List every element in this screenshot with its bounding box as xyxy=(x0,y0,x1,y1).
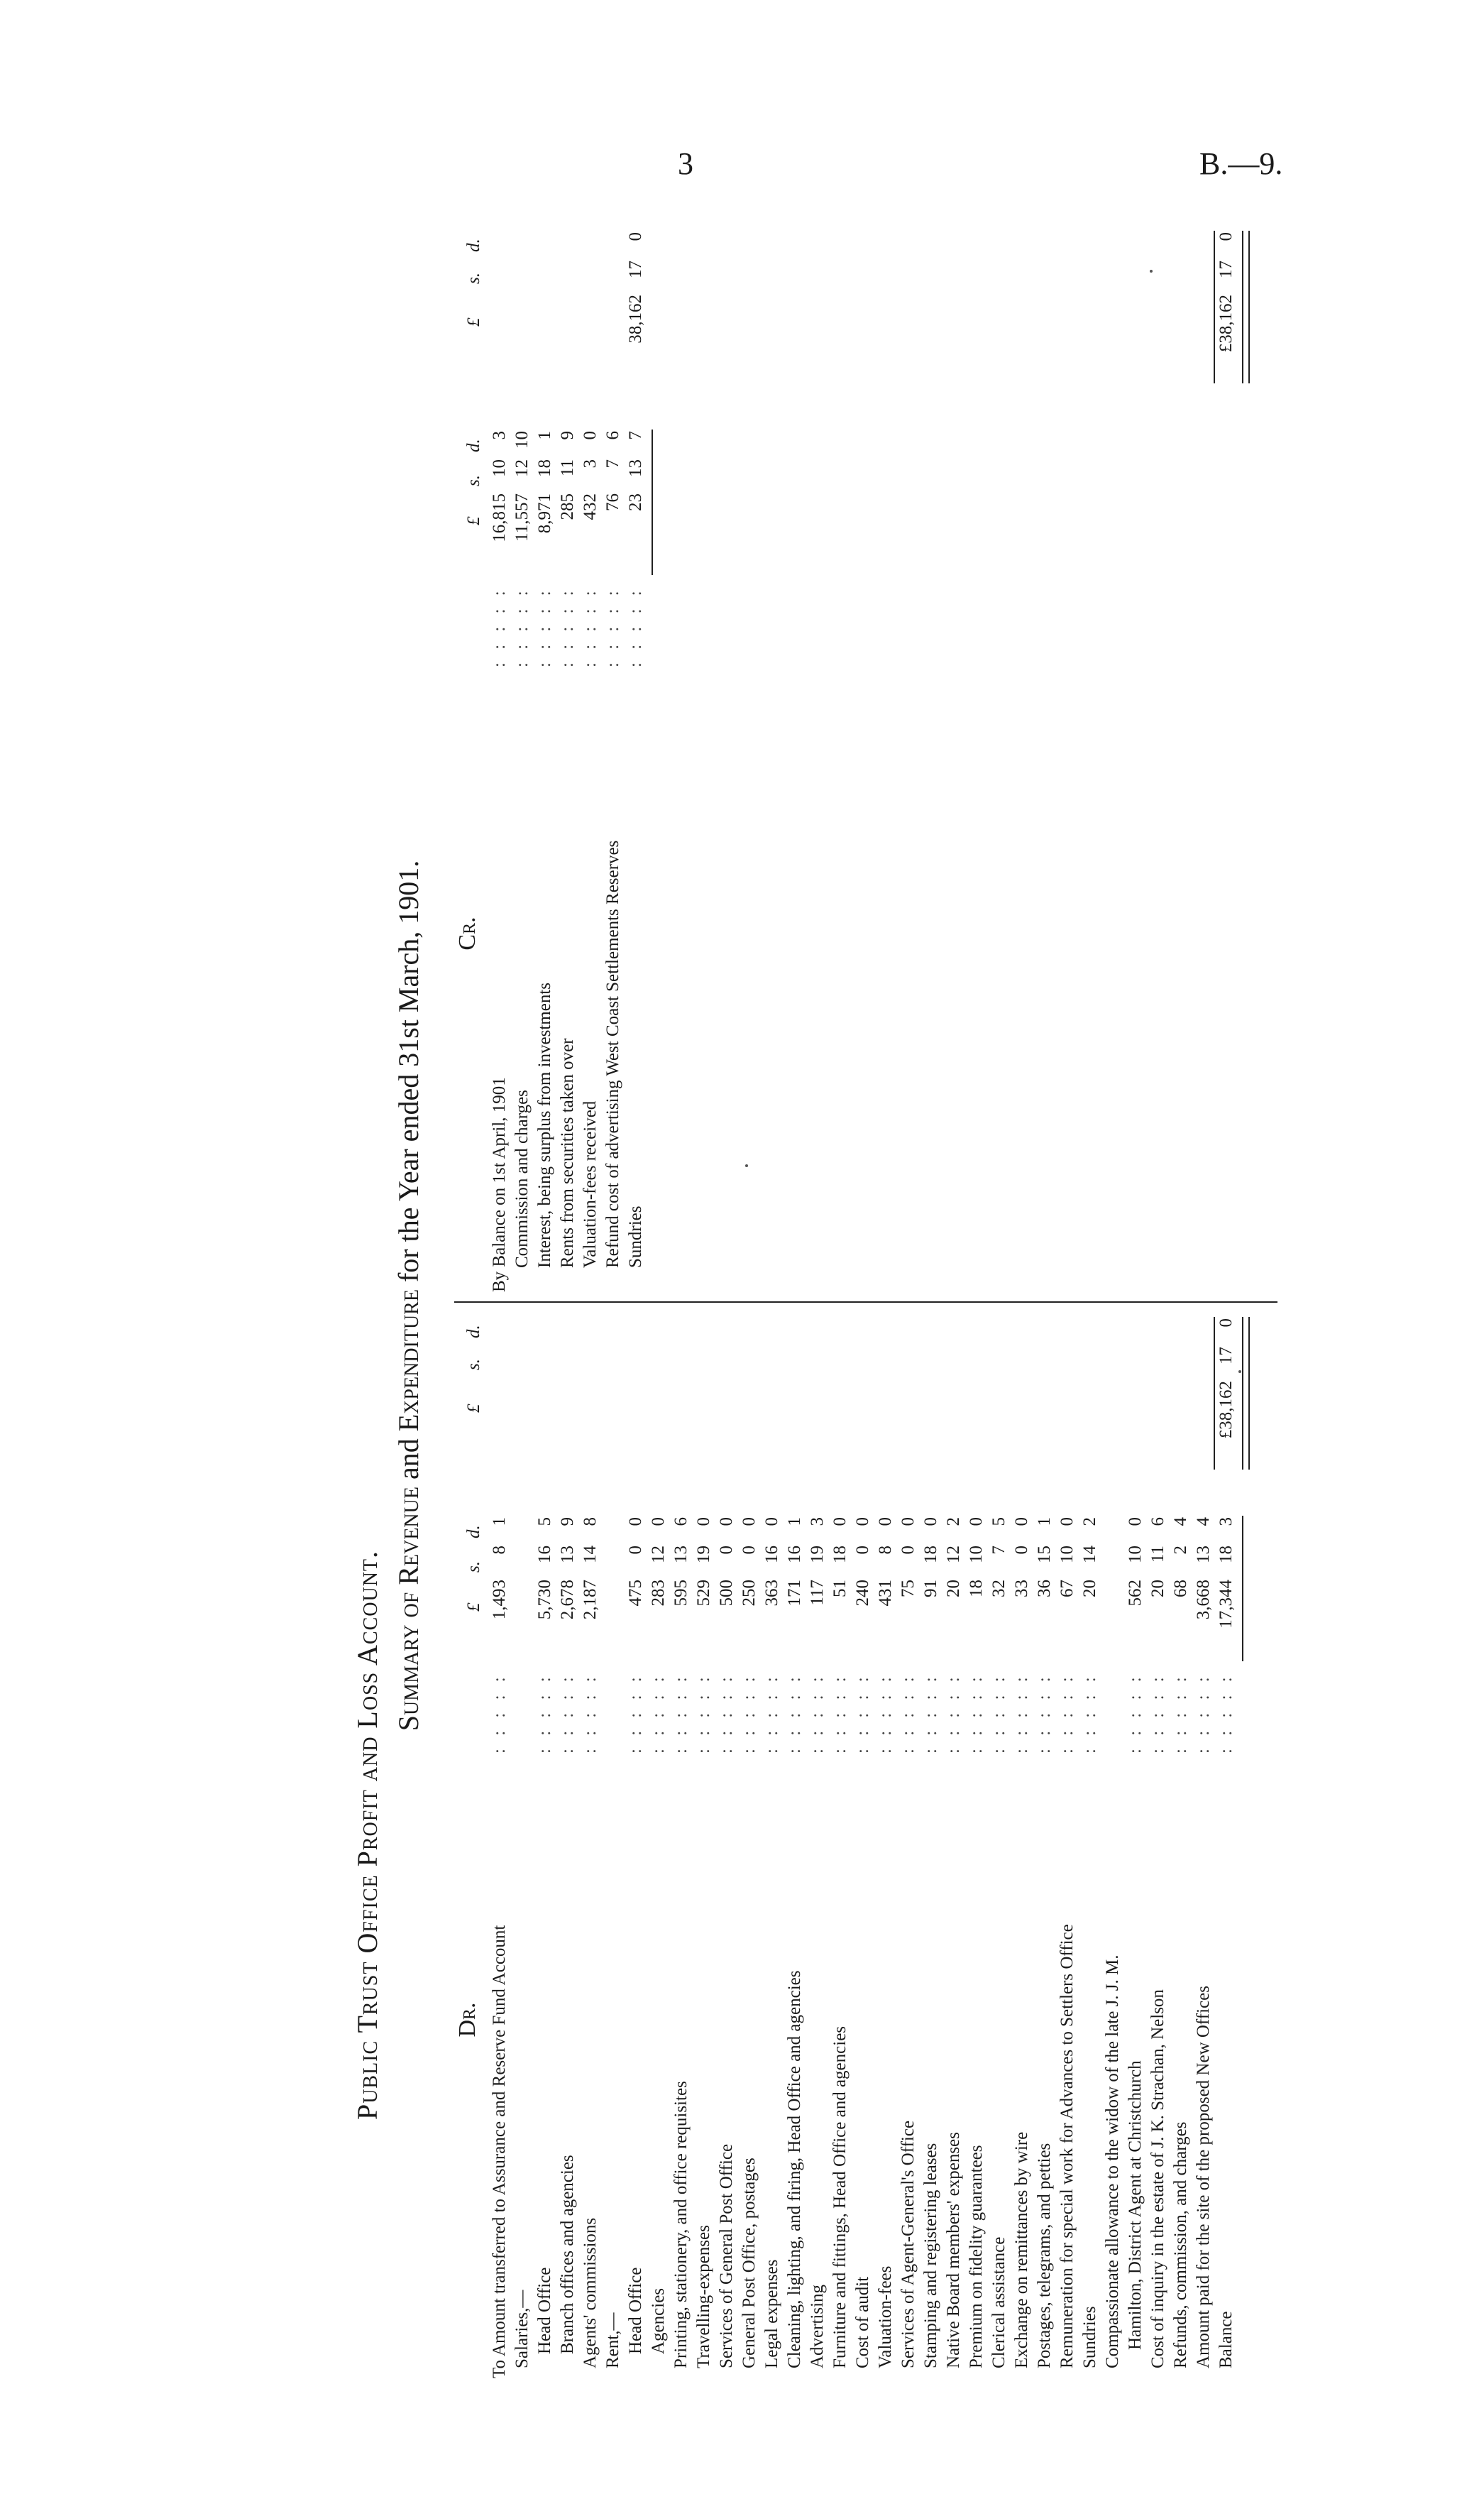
ledger-row xyxy=(898,1313,921,2378)
entry-shillings: 15 xyxy=(1035,1546,1054,1563)
entry-pence: 0 xyxy=(898,1517,918,1526)
entry-pence: 0 xyxy=(762,1517,781,1526)
entry-shillings: 13 xyxy=(558,1546,577,1563)
entry-pounds: 51 xyxy=(830,1580,850,1597)
entry-shillings: 11 xyxy=(1148,1546,1167,1563)
entry-label: Stamping and registering leases xyxy=(921,2143,940,2368)
entry-pounds: 33 xyxy=(1012,1580,1031,1597)
entry-label: Valuation-fees xyxy=(876,2265,895,2368)
ledger-row xyxy=(535,1313,558,2378)
leader-dots: : : : : : xyxy=(1148,1673,1167,1754)
leader-dots: : : : : : xyxy=(558,586,577,667)
ledger-row xyxy=(1080,1313,1103,2378)
leader-dots: : : : : : xyxy=(671,1673,691,1754)
ledger-row xyxy=(671,1313,694,2378)
entry-pounds: 11,557 xyxy=(512,493,532,542)
entry-pounds: 5,730 xyxy=(535,1580,554,1620)
entry-label: Head Office xyxy=(535,2267,554,2354)
entry-pence: 3 xyxy=(808,1517,827,1526)
paper-speck xyxy=(745,1164,748,1167)
entry-pounds: 68 xyxy=(1171,1580,1190,1597)
leader-dots: : : : : : xyxy=(603,586,622,667)
ledger-row xyxy=(512,227,535,1292)
ledger-row xyxy=(785,1313,808,2378)
debit-total-shillings-head: s. xyxy=(464,1359,483,1370)
ledger-row xyxy=(490,227,512,1292)
leader-dots: : : : : : xyxy=(1171,1673,1190,1754)
leader-dots: : : : : : xyxy=(626,1673,645,1754)
entry-pounds: 91 xyxy=(921,1580,940,1597)
entry-pounds: 117 xyxy=(808,1580,827,1606)
entry-label: Hamilton, District Agent at Christchurch xyxy=(1126,2060,1145,2350)
leader-dots: : : : : : xyxy=(626,586,645,667)
entry-shillings: 18 xyxy=(830,1546,850,1563)
entry-pounds: 562 xyxy=(1126,1580,1145,1607)
entry-pounds: 529 xyxy=(694,1580,713,1607)
ledger-row xyxy=(876,1313,898,2378)
ledger-row xyxy=(830,1313,853,2378)
credit-subtotal-shillings: 17 xyxy=(626,261,645,278)
entry-label: Compassionate allowance to the widow of the late J. J. M. xyxy=(1103,1954,1122,2368)
entry-pence: 0 xyxy=(649,1517,668,1526)
entry-label: Head Office xyxy=(626,2267,645,2354)
entry-pence: 1 xyxy=(490,1517,509,1526)
entry-pence: 0 xyxy=(1126,1517,1145,1526)
ledger-row xyxy=(1057,1313,1080,2378)
entry-label: Cost of inquiry in the estate of J. K. Strachan, Nelson xyxy=(1148,1989,1167,2368)
entry-shillings: 14 xyxy=(581,1546,600,1563)
entry-label: Clerical assistance xyxy=(989,2236,1008,2368)
entry-pounds: 171 xyxy=(785,1580,804,1607)
entry-label: Premium on fidelity guarantees xyxy=(967,2145,986,2368)
credit-heading: Cr. xyxy=(454,917,480,951)
ledger-row xyxy=(694,1313,717,2378)
entry-shillings: 14 xyxy=(1080,1546,1099,1563)
entry-label: Agents' commissions xyxy=(581,2217,600,2368)
entry-label: Commission and charges xyxy=(512,1090,532,1268)
entry-label: Printing, stationery, and office requisites xyxy=(671,2081,691,2368)
leader-dots: : : : : : xyxy=(717,1673,736,1754)
entry-shillings: 0 xyxy=(1012,1546,1031,1555)
entry-pence: 0 xyxy=(853,1517,872,1526)
entry-shillings: 19 xyxy=(694,1546,713,1563)
entry-label: Remuneration for special work for Advances to Settlers Office xyxy=(1057,1924,1077,2368)
paper-speck xyxy=(1238,1370,1241,1373)
entry-shillings: 13 xyxy=(1194,1546,1213,1563)
leader-dots: : : : : : xyxy=(898,1673,918,1754)
entry-shillings: 10 xyxy=(1126,1546,1145,1563)
entry-pence: 10 xyxy=(512,431,532,449)
entry-pence: 6 xyxy=(603,431,622,440)
ledger-row xyxy=(535,227,558,1292)
entry-label: Amount paid for the site of the proposed New Offices xyxy=(1194,1986,1213,2368)
entry-shillings: 16 xyxy=(785,1546,804,1563)
ledger-row xyxy=(1194,1313,1216,2378)
entry-label: Sundries xyxy=(626,1205,645,1268)
entry-shillings: 0 xyxy=(626,1546,645,1555)
ledger-row xyxy=(1035,1313,1057,2378)
entry-shillings: 7 xyxy=(989,1546,1008,1555)
entry-pounds: 250 xyxy=(740,1580,759,1607)
entry-label: Rents from securities taken over xyxy=(558,1038,577,1268)
entry-shillings: 3 xyxy=(581,459,600,469)
debit-total-shillings: 17 xyxy=(1216,1347,1236,1365)
debit-shillings-head: s. xyxy=(464,1561,483,1573)
entry-shillings: 12 xyxy=(649,1546,668,1563)
credit-total-shillings-head: s. xyxy=(464,273,483,284)
entry-shillings: 18 xyxy=(535,459,554,477)
ledger-row xyxy=(762,1313,785,2378)
ledger-row xyxy=(512,1313,535,2378)
account-title: Public Trust Office Profit and Loss Account. xyxy=(351,1550,383,2121)
leader-dots: : : : : : xyxy=(808,1673,827,1754)
ledger-row xyxy=(558,1313,581,2378)
subtitle-part-expenditure: Expenditure xyxy=(392,1289,424,1432)
entry-pounds: 285 xyxy=(558,493,577,520)
entry-pence: 0 xyxy=(717,1517,736,1526)
entry-shillings: 0 xyxy=(740,1546,759,1555)
page-number: 3 xyxy=(678,146,693,181)
leader-dots: : : : : : xyxy=(1012,1673,1031,1754)
entry-label: Native Board members' expenses xyxy=(944,2132,963,2368)
leader-dots: : : : : : xyxy=(535,1673,554,1754)
entry-shillings: 12 xyxy=(512,459,532,477)
entry-pence: 0 xyxy=(581,431,600,440)
entry-label: Cleaning, lighting, and firing, Head Office and agencies xyxy=(785,1970,804,2368)
credit-total-row xyxy=(1216,227,1239,1292)
entry-label: Exchange on remittances by wire xyxy=(1012,2131,1031,2368)
leader-dots: : : : : : xyxy=(581,586,600,667)
entry-pounds: 76 xyxy=(603,493,622,511)
credit-subtotal-pence: 0 xyxy=(626,232,645,241)
entry-pounds: 2,678 xyxy=(558,1580,577,1620)
entry-shillings: 10 xyxy=(967,1546,986,1563)
entry-pence: 2 xyxy=(1080,1517,1099,1526)
column-divider xyxy=(454,1301,1277,1303)
ledger-row xyxy=(626,1313,649,2378)
entry-label: Advertising xyxy=(808,2284,827,2368)
entry-shillings: 8 xyxy=(876,1546,895,1555)
credit-shillings-head: s. xyxy=(464,475,483,486)
entry-shillings: 18 xyxy=(1216,1546,1236,1563)
entry-label: Travelling-expenses xyxy=(694,2225,713,2368)
entry-pence: 6 xyxy=(1148,1517,1167,1526)
entry-shillings: 18 xyxy=(921,1546,940,1563)
entry-pounds: 17,344 xyxy=(1216,1580,1236,1629)
entry-shillings: 0 xyxy=(717,1546,736,1555)
entry-pence: 6 xyxy=(671,1517,691,1526)
entry-pounds: 20 xyxy=(1080,1580,1099,1597)
entry-pounds: 432 xyxy=(581,493,600,520)
debit-pounds-head: £ xyxy=(464,1602,483,1612)
ledger-row xyxy=(1012,1313,1035,2378)
entry-pence: 4 xyxy=(1171,1517,1190,1526)
entry-label: Cost of audit xyxy=(853,2276,872,2368)
entry-pence: 8 xyxy=(581,1517,600,1526)
leader-dots: : : : : : xyxy=(490,1673,509,1754)
entry-shillings: 19 xyxy=(808,1546,827,1563)
debit-total-pence-head: d. xyxy=(464,1325,483,1338)
entry-pence: 0 xyxy=(921,1517,940,1526)
leader-dots: : : : : : xyxy=(785,1673,804,1754)
ledger-row xyxy=(581,1313,603,2378)
leader-dots: : : : : : xyxy=(1057,1673,1077,1754)
debit-total-pounds: £38,162 xyxy=(1216,1381,1236,1439)
entry-shillings: 7 xyxy=(603,459,622,469)
ledger-row xyxy=(1103,1313,1126,2378)
entry-pence: 5 xyxy=(989,1517,1008,1526)
leader-dots: : : : : : xyxy=(830,1673,850,1754)
entry-pence: 0 xyxy=(830,1517,850,1526)
entry-label: Furniture and fittings, Head Office and agencies xyxy=(830,2025,850,2368)
ledger-row xyxy=(490,1313,512,2378)
entry-pounds: 240 xyxy=(853,1580,872,1607)
debit-heading: Dr. xyxy=(454,2002,480,2038)
credit-total-rule-top xyxy=(1214,231,1215,383)
entry-shillings: 16 xyxy=(762,1546,781,1563)
entry-label: Balance xyxy=(1216,2311,1236,2368)
entry-pounds: 32 xyxy=(989,1580,1008,1597)
entry-shillings: 0 xyxy=(853,1546,872,1555)
entry-shillings: 16 xyxy=(535,1546,554,1563)
entry-shillings: 12 xyxy=(944,1546,963,1563)
ledger-row xyxy=(717,1313,740,2378)
entry-pence: 1 xyxy=(535,431,554,440)
entry-pounds: 1,493 xyxy=(490,1580,509,1620)
entry-label: Refunds, commission, and charges xyxy=(1171,2121,1190,2368)
profit-and-loss-statement xyxy=(348,213,1270,2378)
entry-label: Valuation-fees received xyxy=(581,1100,600,1268)
entry-pounds: 363 xyxy=(762,1580,781,1607)
leader-dots: : : : : : xyxy=(876,1673,895,1754)
entry-pence: 9 xyxy=(558,431,577,440)
entry-pence: 0 xyxy=(1057,1517,1077,1526)
leader-dots: : : : : : xyxy=(740,1673,759,1754)
debit-side xyxy=(454,1313,1277,2378)
leader-dots: : : : : : xyxy=(853,1673,872,1754)
entry-shillings: 11 xyxy=(558,459,577,477)
leader-dots: : : : : : xyxy=(581,1673,600,1754)
entry-label: Salaries,— xyxy=(512,2290,532,2368)
ledger-row xyxy=(1148,1313,1171,2378)
ledger-row xyxy=(944,1313,967,2378)
entry-label: Refund cost of advertising West Coast Settlements Reserves xyxy=(603,840,622,1268)
ledger-row xyxy=(808,1313,830,2378)
ledger-row xyxy=(603,227,626,1292)
leader-dots: : : : : : xyxy=(921,1673,940,1754)
ledger-row xyxy=(967,1313,989,2378)
entry-label: General Post Office, postages xyxy=(740,2158,759,2368)
entry-pounds: 36 xyxy=(1035,1580,1054,1597)
entry-pounds: 595 xyxy=(671,1580,691,1607)
entry-pence: 0 xyxy=(626,1517,645,1526)
entry-pence: 0 xyxy=(1012,1517,1031,1526)
entry-label: Postages, telegrams, and petties xyxy=(1035,2143,1054,2368)
entry-pence: 4 xyxy=(1194,1517,1213,1526)
ledger-row xyxy=(1126,1313,1148,2378)
leader-dots: : : : : : xyxy=(490,586,509,667)
entry-shillings: 10 xyxy=(490,459,509,477)
entry-pence: 2 xyxy=(944,1517,963,1526)
credit-subtotal-rule xyxy=(652,430,653,575)
entry-pounds: 16,815 xyxy=(490,493,509,542)
leader-dots: : : : : : xyxy=(967,1673,986,1754)
entry-label: By Balance on 1st April, 1901 xyxy=(490,1077,509,1292)
subtitle-part-and: and xyxy=(392,1438,424,1480)
leader-dots: : : : : : xyxy=(944,1673,963,1754)
entry-shillings: 0 xyxy=(898,1546,918,1555)
credit-total-shillings: 17 xyxy=(1216,261,1236,278)
entry-pounds: 20 xyxy=(1148,1580,1167,1597)
entry-pounds: 20 xyxy=(944,1580,963,1597)
entry-label: To Amount transferred to Assurance and Reserve Fund Account xyxy=(490,1925,509,2378)
ledger-row xyxy=(853,1313,876,2378)
debit-total-pounds-head: £ xyxy=(464,1404,483,1413)
entry-label: Branch offices and agencies xyxy=(558,2155,577,2354)
leader-dots: : : : : : xyxy=(1194,1673,1213,1754)
ledger-row xyxy=(921,1313,944,2378)
entry-shillings: 13 xyxy=(671,1546,691,1563)
subtitle-part-revenue: Summary of Revenue xyxy=(392,1487,424,1732)
credit-pence-head: d. xyxy=(464,439,483,452)
ledger-row xyxy=(989,1313,1012,2378)
leader-dots: : : : : : xyxy=(1080,1673,1099,1754)
entry-pounds: 8,971 xyxy=(535,493,554,534)
credit-total-pence: 0 xyxy=(1216,232,1236,241)
entry-pence: 1 xyxy=(785,1517,804,1526)
credit-total-pence-head: d. xyxy=(464,239,483,252)
entry-pounds: 500 xyxy=(717,1580,736,1607)
entry-pence: 3 xyxy=(490,431,509,440)
paper-reference: B.—9. xyxy=(1199,146,1283,181)
credit-subtotal-pounds: 38,162 xyxy=(626,295,645,344)
entry-shillings: 10 xyxy=(1057,1546,1077,1563)
entry-pounds: 283 xyxy=(649,1580,668,1607)
credit-total-pounds-head: £ xyxy=(464,317,483,327)
debit-total-row xyxy=(1216,1313,1239,2378)
leader-dots: : : : : : xyxy=(989,1673,1008,1754)
credit-side xyxy=(454,227,1277,1292)
entry-label: Services of Agent-General's Office xyxy=(898,2120,918,2368)
leader-dots: : : : : : xyxy=(535,586,554,667)
entry-shillings: 2 xyxy=(1171,1546,1190,1555)
entry-pounds: 75 xyxy=(898,1580,918,1597)
entry-pence: 0 xyxy=(740,1517,759,1526)
leader-dots: : : : : : xyxy=(649,1673,668,1754)
entry-pence: 3 xyxy=(1216,1517,1236,1526)
ledger-row xyxy=(1171,1313,1194,2378)
entry-label: Sundries xyxy=(1080,2306,1099,2368)
ledger-row xyxy=(740,1313,762,2378)
debit-total-double-rule xyxy=(1242,1317,1250,1470)
leader-dots: : : : : : xyxy=(1126,1673,1145,1754)
leader-dots: : : : : : xyxy=(762,1673,781,1754)
entry-pounds: 431 xyxy=(876,1580,895,1607)
leader-dots: : : : : : xyxy=(694,1673,713,1754)
paper-speck xyxy=(1150,270,1153,273)
ledger-row xyxy=(581,227,603,1292)
entry-pounds: 23 xyxy=(626,493,645,511)
entry-pence: 0 xyxy=(967,1517,986,1526)
leader-dots: : : : : : xyxy=(558,1673,577,1754)
entry-label: Services of General Post Office xyxy=(717,2143,736,2368)
entry-pounds: 2,187 xyxy=(581,1580,600,1620)
entry-label: Rent,— xyxy=(603,2312,622,2368)
debit-total-pence: 0 xyxy=(1216,1318,1236,1328)
leader-dots: : : : : : xyxy=(1035,1673,1054,1754)
credit-subtotal-row xyxy=(626,227,649,1292)
account-subtitle xyxy=(392,213,425,2378)
subtitle-part-period: for the Year ended 31st March, 1901. xyxy=(392,860,424,1283)
entry-pence: 0 xyxy=(694,1517,713,1526)
entry-label: Interest, being surplus from investments xyxy=(535,982,554,1268)
credit-total-pounds: £38,162 xyxy=(1216,295,1236,353)
leader-dots: : : : : : xyxy=(512,586,532,667)
entry-pence: 7 xyxy=(626,431,645,440)
entry-pence: 1 xyxy=(1035,1517,1054,1526)
entry-pounds: 18 xyxy=(967,1580,986,1597)
ledger-row xyxy=(603,1313,626,2378)
entry-shillings: 13 xyxy=(626,459,645,477)
entry-label: Legal expenses xyxy=(762,2259,781,2368)
debit-total-rule-top xyxy=(1214,1317,1215,1470)
entry-pounds: 67 xyxy=(1057,1580,1077,1597)
entry-pence: 5 xyxy=(535,1517,554,1526)
entry-shillings: 8 xyxy=(490,1546,509,1555)
ledger-row xyxy=(558,227,581,1292)
entry-pounds: 475 xyxy=(626,1580,645,1607)
entry-pounds: 3,668 xyxy=(1194,1580,1213,1620)
credit-pounds-head: £ xyxy=(464,516,483,525)
credit-total-double-rule xyxy=(1242,231,1250,383)
debit-pence-head: d. xyxy=(464,1525,483,1538)
entry-pence: 9 xyxy=(558,1517,577,1526)
debit-subtotal-rule xyxy=(1242,1516,1243,1661)
leader-dots: : : : : : xyxy=(1216,1673,1236,1754)
entry-label: Agencies xyxy=(649,2287,668,2354)
entry-pence: 0 xyxy=(876,1517,895,1526)
ledger-row xyxy=(649,1313,671,2378)
